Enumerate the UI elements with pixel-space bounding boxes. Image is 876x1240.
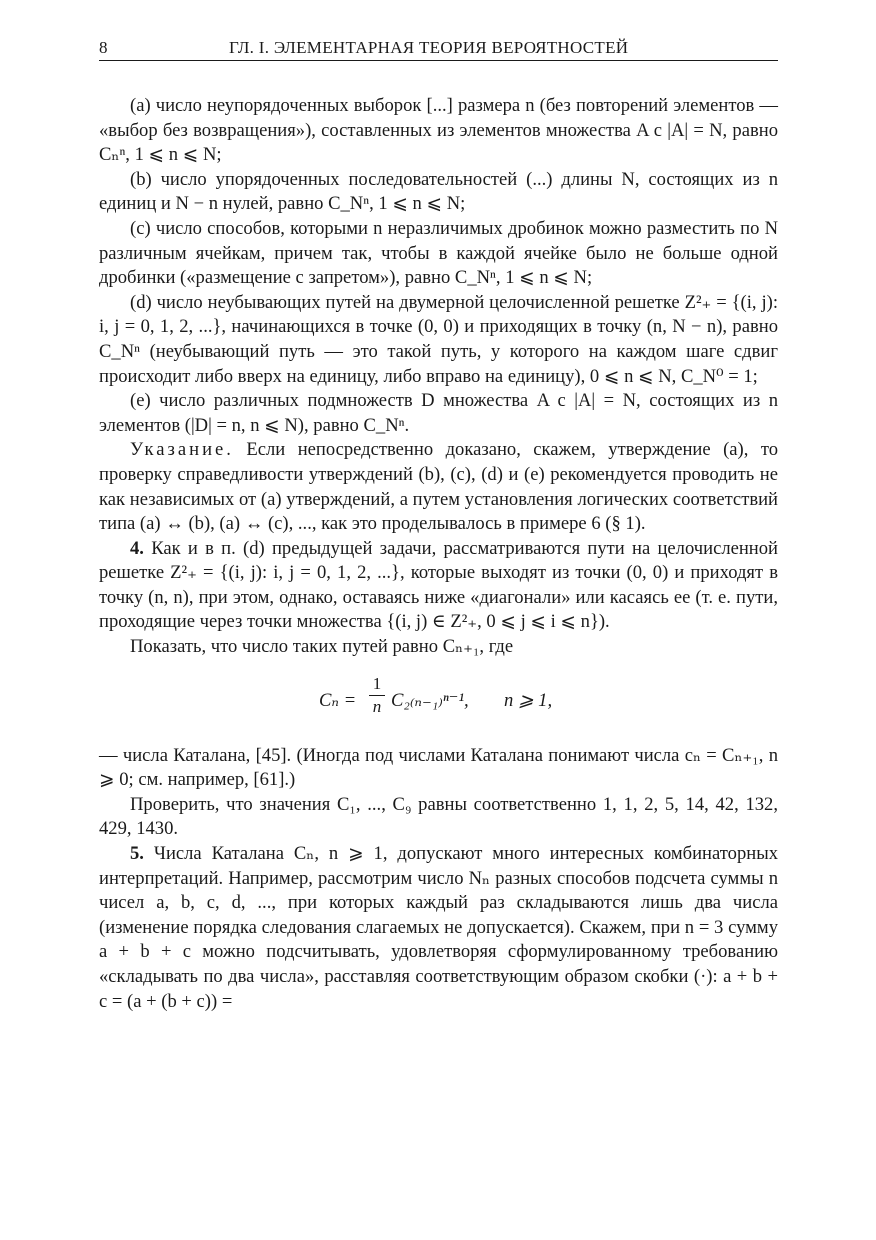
paragraph-4 [99,537,778,635]
formula-numerator: 1 [372,673,382,693]
formula-denominator: n [372,696,382,716]
problem-number-4: 4. [130,537,144,559]
problem-4-text: Как и в п. (d) предыдущей задачи, рассматриваются пути на целочисленной решетке Z²₊ = {(i, j): i, j = 0, 1, 2, ...}, которые выходят из точки (0, 0) и приходят в точку (n, n), при этом, однако, оставаясь ниже «диагонали» или касаясь ее (т. е. пути, проходящие через точки множества {(i, j) ∈ Z²₊, 0 ⩽ j ⩽ i ⩽ n}). [99,537,778,633]
formula-lhs: Cₙ = [319,689,357,711]
page-header [99,34,778,61]
paragraph-d: (d) число неубывающих путей на двумерной целочисленной решетке Z²₊ = {(i, j): i, j = 0, 1, 2, ...}, начинающихся в точке (0, 0) и приходящих в точку (n, N − n), равно C_Nⁿ (неубывающий путь — это такой путь, у которого на каждом шаге сдвиг происходит либо вверх на единицу, либо вправо на единицу), 0 ⩽ n ⩽ N, C_N⁰ = 1; [99,291,778,387]
paragraph-e: (e) число различных подмножеств D множества A с |A| = N, состоящих из n элементов (|D| = n, n ⩽ N), равно C_Nⁿ. [99,390,778,436]
page-body [99,94,778,1014]
running-head: ГЛ. I. ЭЛЕМЕНТАРНАЯ ТЕОРИЯ ВЕРОЯТНОСТЕЙ [229,38,629,57]
fraction-bar [369,695,385,696]
book-page [99,34,778,1014]
paragraph-a: (a) число неупорядоченных выборок [...] размера n (без повторений элементов — «выбор без возвращения»), составленных из элементов множества A с |A| = N, равно Cₙⁿ, 1 ⩽ n ⩽ N; [99,95,778,166]
formula-binomial-term: C₂₍ₙ₋₁₎ⁿ⁻¹, [391,689,469,711]
paragraph-b: (b) число упорядоченных последовательностей (...) длины N, состоящих из n единиц и N − n нулей, равно C_Nⁿ, 1 ⩽ n ⩽ N; [99,168,778,215]
formula-condition: n ⩾ 1, [504,689,553,711]
hint-label: Указание. [130,439,234,461]
paragraph-hint [99,438,778,536]
hint-text: Если непосредственно доказано, скажем, утверждение (a), то проверку справедливости утверждений (b), (c), (d) и (e) рекомендуется проводить не как независимых от (a) утверждений, а путем установления логических соответствий типа (a) ↔ (b), (a) ↔ (c), ..., как это проделывалось в примере 6 (§ 1). [99,439,779,535]
paragraph-5 [99,842,778,1014]
paragraph-catalan: — числа Каталана, [45]. (Иногда под числами Каталана понимают числа cₙ = Cₙ₊₁, n ⩾ 0; см. например, [61].) [99,744,778,791]
paragraph-show: Показать, что число таких путей равно Cₙ₊₁, где [130,636,514,658]
problem-number-5: 5. [130,843,144,865]
catalan-formula [99,670,778,740]
paragraph-check: Проверить, что значения C₁, ..., C₉ равны соответственно 1, 1, 2, 5, 14, 42, 132, 429, 1430. [99,793,778,840]
formula-fraction [369,674,385,717]
paragraph-c: (c) число способов, которыми n неразличимых дробинок можно разместить по N различным ячейкам, причем так, чтобы в каждой ячейке было не больше одной дробинки («размещение с запретом»), равно C_Nⁿ, 1 ⩽ n ⩽ N; [99,217,778,289]
page-number: 8 [99,38,108,57]
problem-5-text: Числа Каталана Cₙ, n ⩾ 1, допускают много интересных комбинаторных интерпретаций. Например, рассмотрим число Nₙ разных способов подсчета суммы n чисел a, b, c, d, ..., при которых каждый раз складываются лишь два числа (изменение порядка следования слагаемых не допускается). Скажем, при n = 3 сумму a + b + c можно подсчитывать, удовлетворяя сформулированному требованию «складывать по два числа», расставляя соответствующим образом скобки (·): a + b + c = (a + (b + c)) = [99,843,778,1012]
